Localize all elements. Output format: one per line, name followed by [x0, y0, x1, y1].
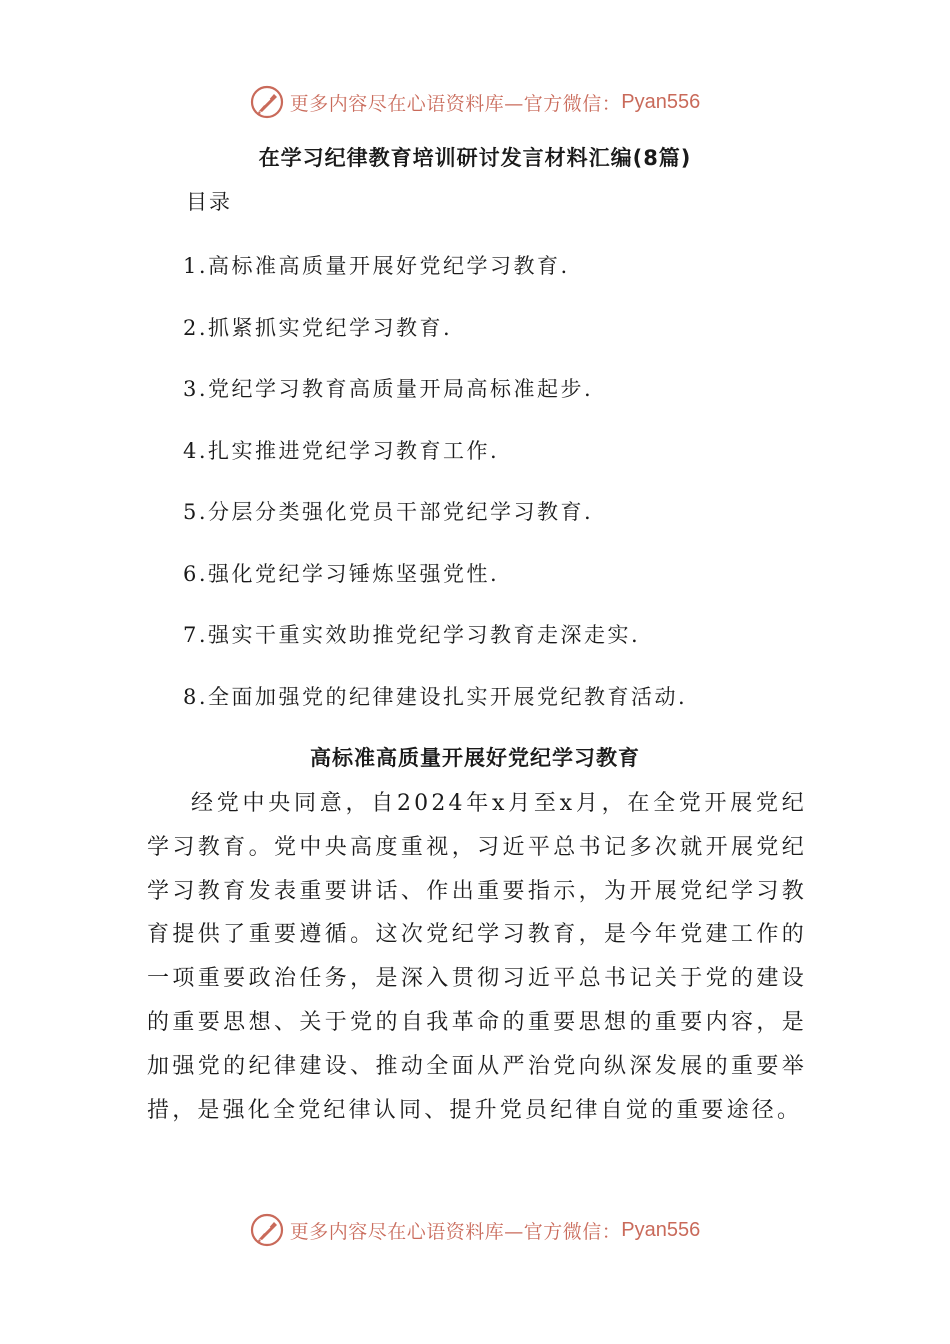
watermark-wechat-id: Pyan556	[621, 90, 701, 113]
watermark-footer	[0, 1210, 950, 1250]
watermark-wechat-id: Pyan556	[621, 1218, 701, 1241]
body-paragraph: 经党中央同意，自2024年x月至x月，在全党开展党纪学习教育。党中央高度重视，习近平总书记多次就开展党纪学习教育发表重要讲话、作出重要指示，为开展党纪学习教育提供了重要遵循。这次党纪学习教育，是今年党建工作的一项重要政治任务，是深入贯彻习近平总书记关于党的建设的重要思想、关于党的自我革命的重要思想的重要内容，是加强党的纪律建设、推动全面从严治党向纵深发展的重要举措，是强化全党纪律认同、提升党员纪律自觉的重要途径。	[147, 791, 807, 1123]
toc-item-3: 3.党纪学习教育高质量开局高标准起步.	[183, 377, 594, 401]
section-title: 高标准高质量开展好党纪学习教育	[310, 746, 640, 770]
toc-item-7: 7.强实干重实效助推党纪学习教育走深走实.	[183, 623, 641, 647]
quill-logo-icon	[250, 1213, 284, 1247]
table-of-contents	[183, 248, 687, 740]
toc-heading: 目录	[186, 190, 232, 214]
quill-logo-icon	[250, 85, 284, 119]
toc-item-8: 8.全面加强党的纪律建设扎实开展党纪教育活动.	[183, 684, 688, 709]
toc-item-2: 2.抓紧抓实党纪学习教育.	[183, 315, 453, 340]
watermark-text: 更多内容尽在心语资料库—官方微信：	[289, 92, 622, 115]
toc-item-4: 4.扎实推进党纪学习教育工作.	[183, 438, 500, 463]
watermark-text: 更多内容尽在心语资料库—官方微信：	[289, 1220, 622, 1243]
toc-item-1: 1.高标准高质量开展好党纪学习教育.	[183, 254, 570, 278]
toc-item-6: 6.强化党纪学习锤炼坚强党性.	[183, 561, 500, 586]
document-title: 在学习纪律教育培训研讨发言材料汇编(8篇)	[258, 146, 692, 170]
toc-item-5: 5.分层分类强化党员干部党纪学习教育.	[183, 500, 594, 524]
watermark-header	[0, 82, 950, 122]
